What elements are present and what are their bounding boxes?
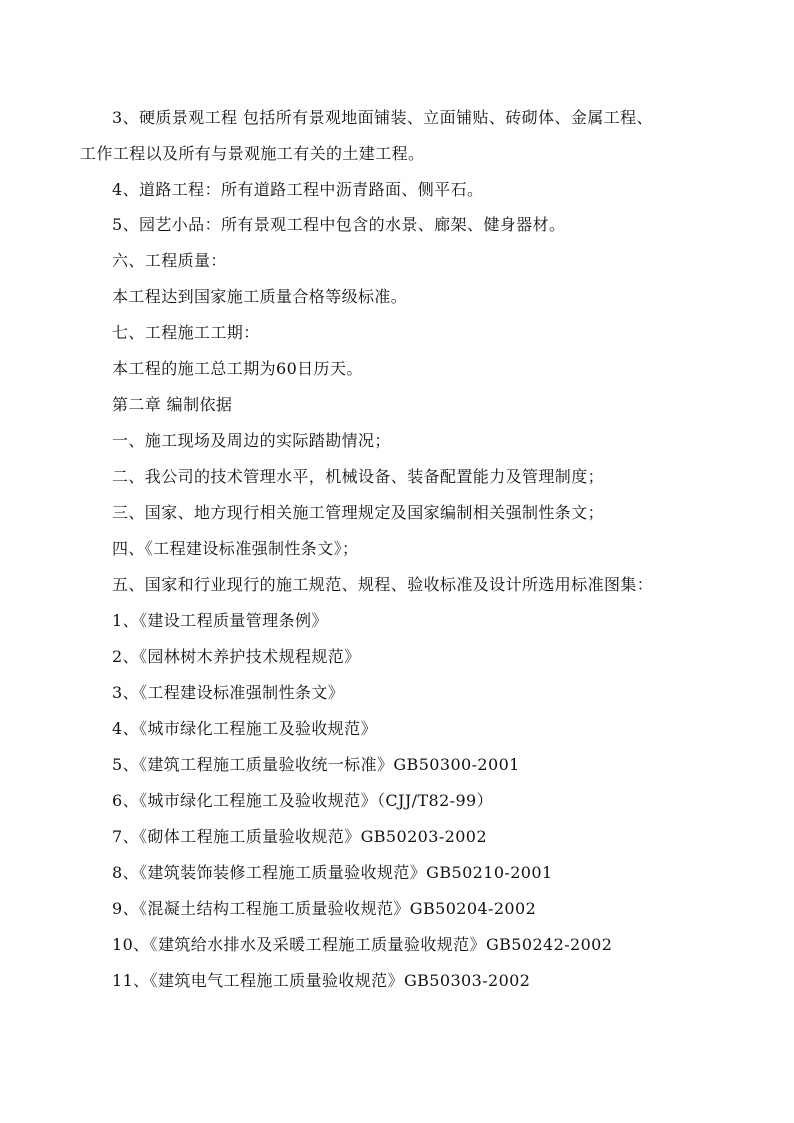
standard-item-2: 2、《园林树木养护技术规程规范》 [112, 647, 361, 666]
basis-item-4: 四、《工程建设标准强制性条文》； [112, 539, 359, 558]
standard-item-7: 7、《砌体工程施工质量验收规范》GB50203-2002 [112, 827, 487, 846]
standard-item-10: 10、《建筑给水排水及采暖工程施工质量验收规范》GB50242-2002 [112, 935, 613, 954]
basis-item-5: 五、国家和行业现行的施工规范、规程、验收标准及设计所选用标准图集： [112, 575, 654, 594]
paragraph-schedule: 本工程的施工总工期为60日历天。 [112, 359, 363, 378]
paragraph-road-works: 4、道路工程：所有道路工程中沥青路面、侧平石。 [112, 180, 484, 199]
basis-item-3: 三、国家、地方现行相关施工管理规定及国家编制相关强制性条文； [112, 503, 605, 522]
paragraph-garden-features: 5、园艺小品：所有景观工程中包含的水景、廊架、健身器材。 [112, 215, 566, 234]
standard-item-6: 6、《城市绿化工程施工及验收规范》（CJJ/T82-99） [112, 791, 494, 810]
standard-item-5: 5、《建筑工程施工质量验收统一标准》GB50300-2001 [112, 755, 520, 774]
standard-item-4: 4、《城市绿化工程施工及验收规范》 [112, 719, 377, 738]
standard-item-9: 9、《混凝土结构工程施工质量验收规范》GB50204-2002 [112, 899, 537, 918]
chapter-heading: 第二章 编制依据 [112, 395, 233, 414]
basis-item-1: 一、施工现场及周边的实际踏勘情况； [112, 431, 391, 450]
standard-item-3: 3、《工程建设标准强制性条文》 [112, 683, 345, 702]
standard-item-11: 11、《建筑电气工程施工质量验收规范》GB50303-2002 [112, 971, 531, 990]
heading-quality: 六、工程质量： [112, 251, 227, 270]
paragraph-quality: 本工程达到国家施工质量合格等级标准。 [112, 287, 408, 306]
heading-schedule: 七、工程施工工期： [112, 323, 260, 342]
basis-item-2: 二、我公司的技术管理水平，机械设备、装备配置能力及管理制度； [112, 467, 605, 486]
standard-item-8: 8、《建筑装饰装修工程施工质量验收规范》GB50210-2001 [112, 863, 553, 882]
standard-item-1: 1、《建设工程质量管理条例》 [112, 611, 328, 630]
paragraph-hardscape-line2: 工作工程以及所有与景观施工有关的土建工程。 [80, 144, 425, 163]
paragraph-hardscape-line1: 3、硬质景观工程 包括所有景观地面铺装、立面铺贴、砖砌体、金属工程、 [112, 108, 653, 127]
